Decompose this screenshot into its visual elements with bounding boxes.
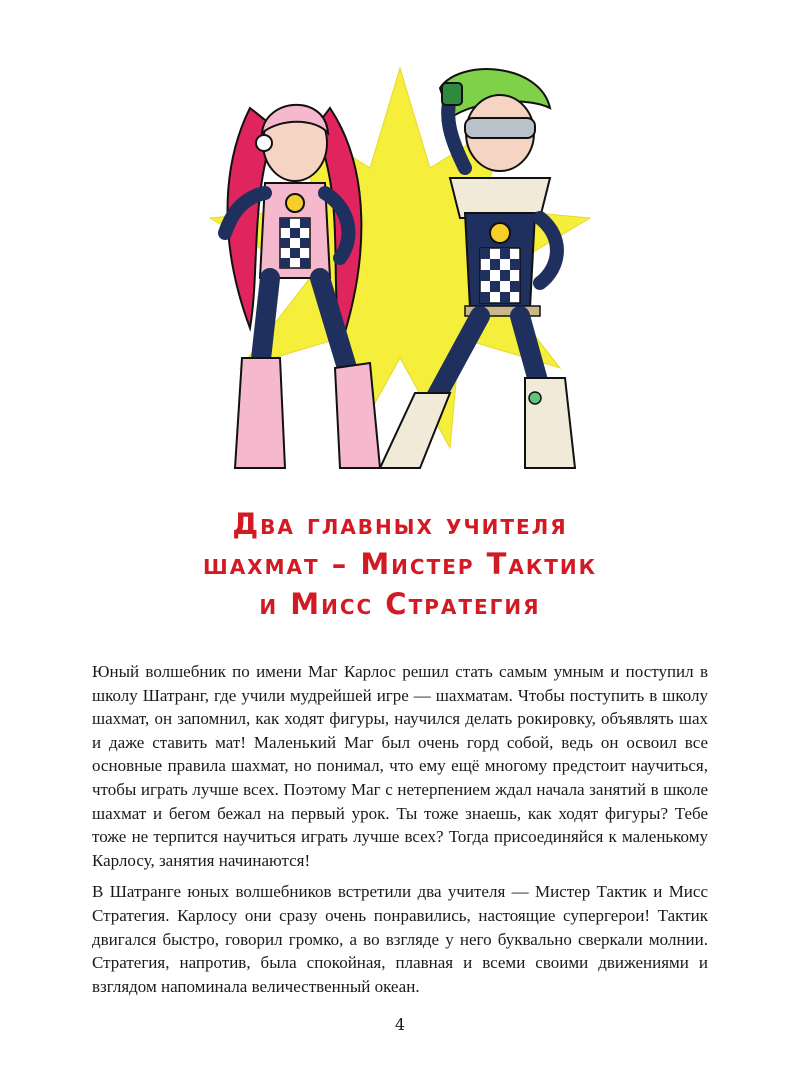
teachers-illustration (180, 48, 620, 488)
title-line-3: и Мисс Стратегия (259, 587, 541, 621)
title-line-1: Два главных учителя (232, 507, 568, 541)
page-title (60, 504, 740, 624)
title-line-2: шахмат – Мистер Тактик (203, 547, 597, 581)
paragraph-2: В Шатранге юных волшебников встретили два учителя — Мистер Тактик и Мисс Стратегия. Карлосу они сразу очень понравились, настоящие супергерои! Тактик двигался быстро, говорил громко, а во взгляде у него буквально сверкали молнии. Стратегия, напротив, была спокойная, плавная и всеми своими движениями и взглядом напоминала величественный океан. (92, 882, 708, 996)
page-number: 4 (394, 1015, 406, 1034)
paragraph-1: Юный волшебник по имени Маг Карлос решил стать самым умным и поступил в школу Шатранг, где учили мудрейшей игре — шахматам. Чтобы поступить в школу шахмат, он запомнил, как ходят фигуры, научился делать рокировку, объявлять шах и даже ставить мат! Маленький Маг был очень горд собой, ведь он освоил все основные правила шахмат, но понимал, что ему ещё многому предстоит научиться, чтобы играть лучше всех. Поэтому Маг с нетерпением ждал начала занятий в школе шахмат и бегом бежал на первый урок. Ты тоже знаешь, как ходят фигуры? Тебе тоже не терпится научиться играть лучше всех? Тогда присоединяйся к маленькому Карлосу, занятия начинаются! (92, 662, 708, 870)
body-text (92, 660, 708, 1006)
